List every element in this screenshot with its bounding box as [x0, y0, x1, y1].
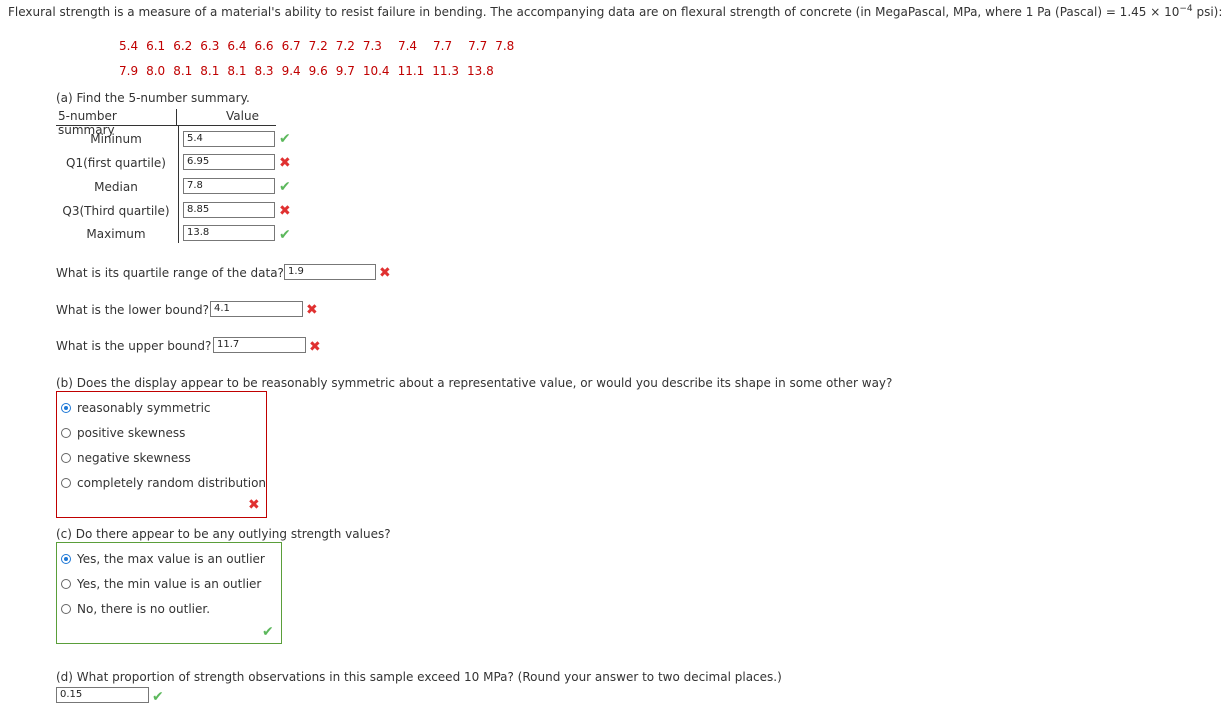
data-value: 6.7 [281, 39, 301, 53]
correct-check-icon: ✔ [279, 179, 291, 195]
iqr-question: What is its quartile range of the data? [56, 266, 284, 280]
option-no-outlier[interactable] [61, 602, 210, 616]
option-min-outlier[interactable] [61, 577, 261, 591]
data-value: 10.4 [362, 64, 390, 78]
data-value: 8.1 [200, 64, 220, 78]
data-value: 9.7 [335, 64, 355, 78]
option-label: Yes, the min value is an outlier [77, 577, 262, 591]
option-label: No, there is no outlier. [77, 602, 211, 616]
radio[interactable] [61, 579, 71, 589]
option-label: positive skewness [77, 426, 186, 440]
upper-bound-input[interactable]: 11.7 [213, 337, 306, 353]
part-c-answer-box [56, 542, 282, 644]
data-value: 8.1 [173, 64, 193, 78]
option-label: completely random distribution [77, 476, 267, 490]
data-value: 8.1 [227, 64, 247, 78]
upper-bound-question: What is the upper bound? [56, 339, 212, 353]
data-value: 7.4 [397, 39, 418, 53]
data-value: 7.8 [495, 39, 515, 53]
wrong-cross-icon: ✖ [309, 339, 321, 355]
lower-bound-question: What is the lower bound? [56, 303, 210, 317]
part-b-prompt: (b) Does the display appear to be reasonably symmetric about a representative value, or would you describe its shape in some other way? [56, 376, 893, 390]
data-value: 11.3 [432, 64, 459, 78]
part-a-prompt: (a) Find the 5-number summary. [56, 91, 250, 105]
option-max-outlier[interactable] [61, 552, 265, 566]
part-d-prompt: (d) What proportion of strength observations in this sample exceed 10 MPa? (Round your answer to two decimal places.) [56, 670, 782, 684]
correct-check-icon: ✔ [279, 131, 291, 147]
part-c-prompt: (c) Do there appear to be any outlying strength values? [56, 527, 391, 541]
radio[interactable] [61, 478, 71, 488]
data-value: 6.6 [254, 39, 274, 53]
data-value: 7.9 [119, 64, 139, 78]
data-value: 6.2 [173, 39, 193, 53]
option-label: reasonably symmetric [77, 401, 211, 415]
part-b-answer-box [56, 391, 267, 518]
intro-text: Flexural strength is a measure of a material's ability to resist failure in bending. The accompanying data are on flexural strength of concrete (in MegaPascal, MPa, where 1 Pa (Pascal) = 1.45 × 10 [8, 5, 1180, 19]
q1-input[interactable]: 6.95 [183, 154, 275, 170]
data-value: 13.8 [467, 64, 494, 78]
data-value: 6.3 [200, 39, 220, 53]
data-value: 7.7 [433, 39, 453, 53]
correct-check-icon: ✔ [262, 624, 274, 640]
data-value: 7.2 [308, 39, 328, 53]
radio-selected[interactable] [61, 554, 71, 564]
intro-tail: psi): [1192, 5, 1223, 19]
row-label-q3: Q3(Third quartile) [62, 204, 170, 218]
radio[interactable] [61, 428, 71, 438]
data-value: 6.4 [227, 39, 247, 53]
maximum-input[interactable]: 13.8 [183, 225, 275, 241]
summary-table-header [56, 109, 276, 137]
row-label-maximum: Maximum [86, 227, 146, 241]
lower-bound-input[interactable]: 4.1 [210, 301, 303, 317]
data-value: 8.0 [146, 64, 166, 78]
iqr-input[interactable]: 1.9 [284, 264, 376, 280]
data-value: 6.1 [146, 39, 166, 53]
row-label-minimum: Mininum [90, 132, 142, 146]
radio-selected[interactable] [61, 403, 71, 413]
data-row-2 [119, 64, 502, 78]
data-value: 8.3 [254, 64, 274, 78]
option-label: negative skewness [77, 451, 191, 465]
data-value: 11.1 [397, 64, 425, 78]
data-value: 9.6 [308, 64, 328, 78]
data-value: 7.2 [335, 39, 355, 53]
correct-check-icon: ✔ [279, 227, 291, 243]
table-divider [178, 125, 179, 243]
intro-exponent: −4 [1179, 4, 1193, 14]
minimum-input[interactable]: 5.4 [183, 131, 275, 147]
option-label: Yes, the max value is an outlier [77, 552, 265, 566]
option-random[interactable] [61, 476, 266, 490]
option-negative-skew[interactable] [61, 451, 191, 465]
col-value-header: Value [226, 109, 259, 123]
row-label-q1: Q1(first quartile) [66, 156, 166, 170]
option-positive-skew[interactable] [61, 426, 185, 440]
median-input[interactable]: 7.8 [183, 178, 275, 194]
correct-check-icon: ✔ [152, 689, 164, 705]
row-label-median: Median [94, 180, 138, 194]
proportion-input[interactable]: 0.15 [56, 687, 149, 703]
wrong-cross-icon: ✖ [379, 265, 391, 281]
wrong-cross-icon: ✖ [306, 302, 318, 318]
data-value: 7.7 [468, 39, 488, 53]
data-row-1 [119, 39, 522, 53]
data-value: 7.3 [362, 39, 382, 53]
q3-input[interactable]: 8.85 [183, 202, 275, 218]
col-summary-header: 5-number summary [58, 109, 177, 125]
wrong-cross-icon: ✖ [279, 203, 291, 219]
problem-intro [8, 4, 1222, 19]
data-value: 9.4 [281, 64, 301, 78]
wrong-cross-icon: ✖ [248, 497, 260, 513]
wrong-cross-icon: ✖ [279, 155, 291, 171]
radio[interactable] [61, 453, 71, 463]
data-value: 5.4 [119, 39, 139, 53]
radio[interactable] [61, 604, 71, 614]
option-symmetric[interactable] [61, 401, 211, 415]
